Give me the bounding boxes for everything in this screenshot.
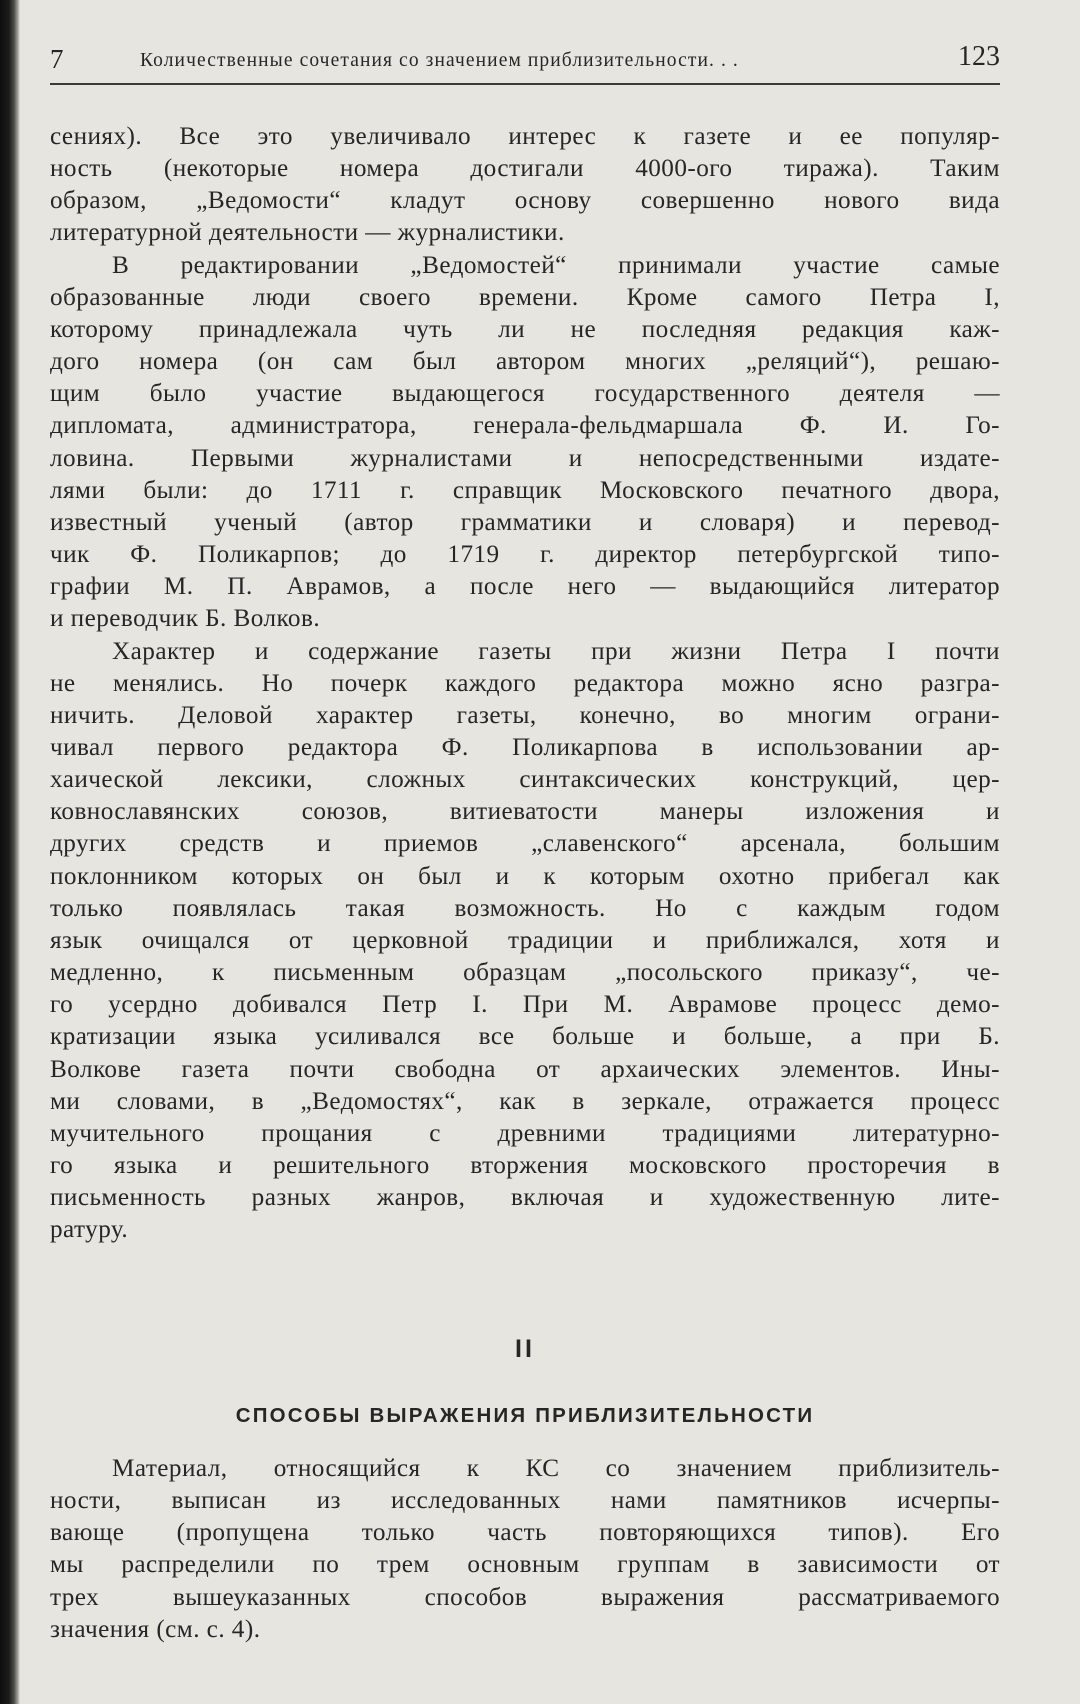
text-line: образованные люди своего времени. Кроме самого Петра I, (50, 283, 1000, 311)
text-line: мучительного прощания с древними традициями литературно- (50, 1119, 1000, 1147)
text-line: мы распределили по трем основным группам в зависимости от (50, 1551, 1000, 1579)
section-text (50, 1453, 1000, 1646)
text-line: поклонником которых он был и к которым охотно прибегал как (50, 862, 1000, 890)
text-line: ловина. Первыми журналистами и непосредственными издате- (50, 444, 1000, 472)
text-line: ность (некоторые номера достигали 4000-ого тиража). Таким (50, 155, 1000, 183)
text-line: язык очищался от церковной традиции и приближался, хотя и (50, 926, 1000, 954)
book-spine-shadow (0, 0, 20, 1704)
text-line: ратуру. (50, 1216, 129, 1244)
text-line: чивал первого редактора Ф. Поликарпова в использовании ар- (50, 733, 1000, 761)
text-line: чик Ф. Поликарпов; до 1719 г. директор петербургской типо- (50, 541, 1000, 569)
text-line: образом, „Ведомости“ кладут основу совершенно нового вида (50, 187, 1000, 215)
text-line: кратизации языка усиливался все больше и больше, а при Б. (50, 1023, 1000, 1051)
text-line: сениях). Все это увеличивало интерес к газете и ее популяр- (50, 123, 1000, 150)
text-line: ности, выписан из исследованных нами памятников исчерпы- (50, 1487, 1000, 1515)
text-line: Характер и содержание газеты при жизни Петра I почти (112, 637, 1000, 665)
text-line: не менялись. Но почерк каждого редактора можно ясно разгра- (50, 669, 1000, 697)
text-line: Материал, относящийся к КС со значением приблизитель- (112, 1455, 1000, 1482)
book-page (50, 0, 1000, 1704)
text-line: письменность разных жанров, включая и художественную лите- (50, 1184, 1000, 1212)
text-line: только появлялась такая возможность. Но с каждым годом (50, 894, 1000, 922)
text-line: В редактировании „Ведомостей“ принимали участие самые (112, 251, 1000, 279)
text-line: медленно, к письменным образцам „посольского приказу“, че- (50, 959, 1000, 987)
page-number: 123 (958, 41, 1000, 72)
text-line: вающе (пропущена только часть повторяющихся типов). Его (50, 1519, 1000, 1547)
text-line: Волкове газета почти свободна от архаических элементов. Ины- (50, 1055, 1000, 1083)
paragraph-p4 (50, 1453, 1000, 1646)
text-line: дого номера (он сам был автором многих „реляций“), решаю- (50, 348, 1000, 376)
text-line: ми словами, в „Ведомостях“, как в зеркале, отражается процесс (50, 1087, 1000, 1115)
running-title: Количественные сочетания со значением приблизительности. . . (140, 50, 739, 71)
paragraph-p1 (50, 121, 1000, 250)
paragraph-p3 (50, 636, 1000, 1247)
header-rule (50, 83, 1000, 85)
text-line: лями были: до 1711 г. справщик Московского печатного двора, (50, 476, 1000, 504)
section-number: II (515, 1335, 535, 1363)
text-line: и переводчик Б. Волков. (50, 605, 321, 633)
text-line: ничить. Деловой характер газеты, конечно, во многим ограни- (50, 701, 1000, 729)
text-line: литературной деятельности — журналистики. (50, 219, 565, 247)
text-line: го усердно добивался Петр I. При М. Аврамове процесс демо- (50, 991, 1000, 1019)
text-line: известный ученый (автор грамматики и словаря) и перевод- (50, 508, 1000, 536)
main-text (50, 121, 1000, 1246)
section-title: СПОСОБЫ ВЫРАЖЕНИЯ ПРИБЛИЗИТЕЛЬНОСТИ (235, 1404, 815, 1427)
running-header (50, 38, 1000, 78)
text-line: которому принадлежала чуть ли не последняя редакция каж- (50, 315, 1000, 343)
text-line: других средств и приемов „славенского“ арсенала, большим (50, 830, 1000, 858)
text-line: дипломата, администратора, генерала-фельдмаршала Ф. И. Го- (50, 412, 1000, 440)
text-line: графии М. П. Аврамов, а после него — выдающийся литератор (50, 573, 1000, 601)
text-line: ковнославянских союзов, витиеватости манеры изложения и (50, 798, 1000, 826)
text-line: трех вышеуказанных способов выражения рассматриваемого (50, 1583, 1000, 1611)
text-line: значения (см. с. 4). (50, 1615, 261, 1643)
text-line: хаической лексики, сложных синтаксических конструкций, цер- (50, 766, 1000, 794)
paragraph-p2 (50, 250, 1000, 636)
chapter-number: 7 (50, 44, 64, 74)
text-line: го языка и решительного вторжения московского просторечия в (50, 1152, 1000, 1179)
text-line: щим было участие выдающегося государственного деятеля — (50, 380, 1000, 408)
